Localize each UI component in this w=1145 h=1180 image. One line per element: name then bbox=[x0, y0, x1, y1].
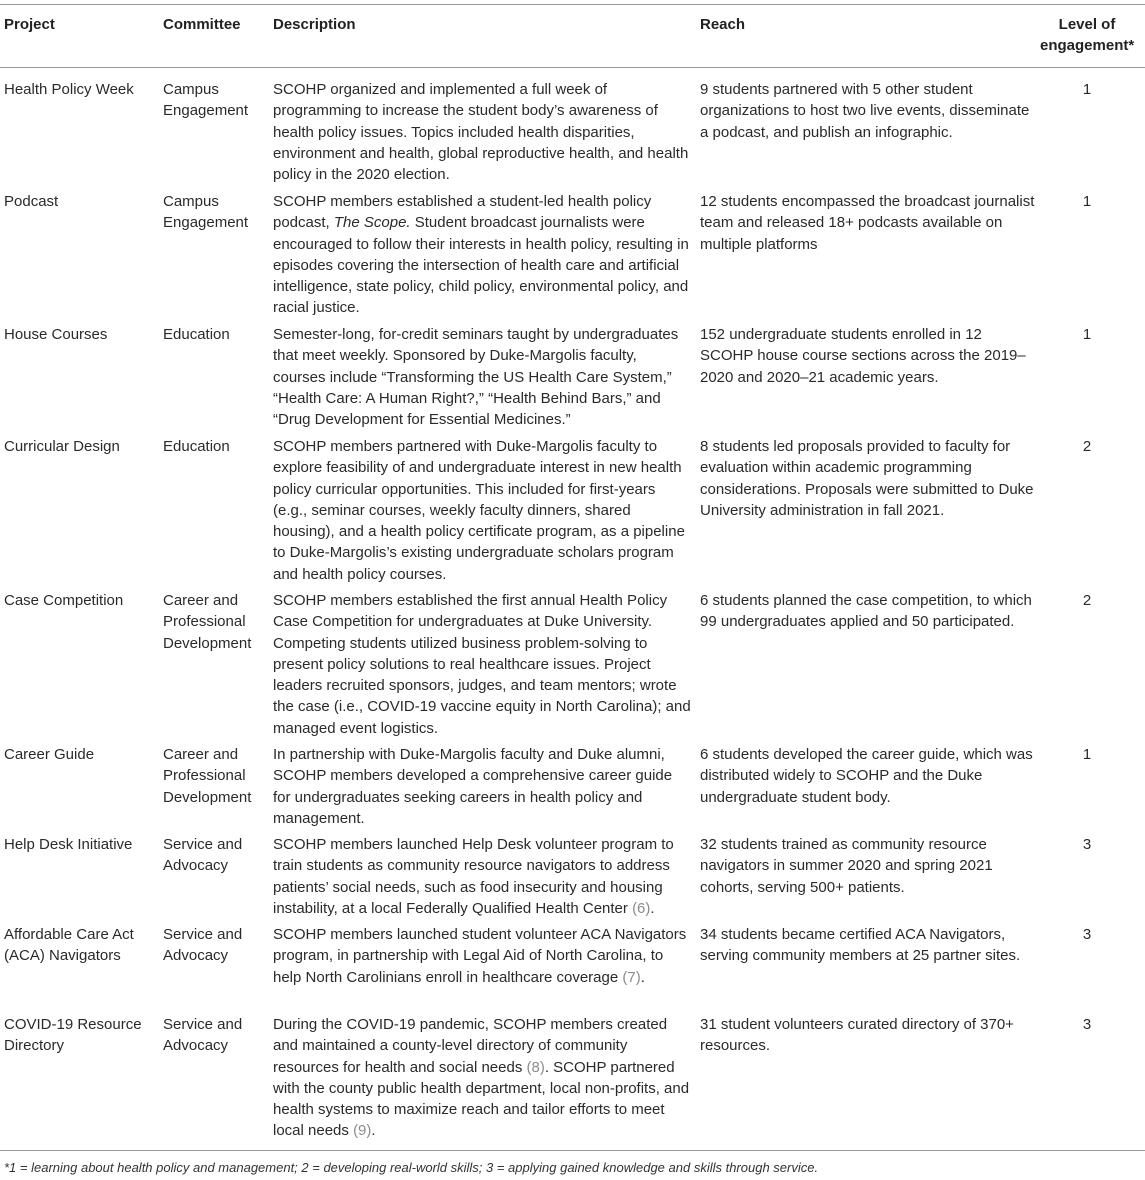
description-cell bbox=[273, 924, 691, 988]
citation-link[interactable]: (9) bbox=[353, 1122, 372, 1140]
committee-line: Engagement bbox=[163, 102, 249, 120]
level-cell: 3 bbox=[1082, 836, 1092, 853]
level-cell: 2 bbox=[1082, 592, 1092, 609]
committee-line: Service and bbox=[163, 1016, 243, 1033]
description-cell bbox=[273, 324, 691, 430]
reach-cell: 34 students became certified ACA Navigators, serving community members at 25 partner sites. bbox=[700, 926, 1021, 965]
project-cell: Health Policy Week bbox=[4, 81, 134, 98]
header-reach: Reach bbox=[700, 16, 746, 33]
project-cell: Curricular Design bbox=[4, 438, 120, 455]
committee-line: Career and bbox=[163, 746, 239, 763]
project-cell: Help Desk Initiative bbox=[4, 836, 133, 853]
header-level bbox=[1040, 14, 1134, 56]
description-text: During the COVID-19 pandemic, SCOHP members created and maintained a county-level directory of community resources for health and social needs bbox=[273, 1016, 668, 1076]
reach-cell: 6 students planned the case competition, to which 99 undergraduates applied and 50 participated. bbox=[700, 592, 1032, 631]
committee-cell bbox=[163, 191, 263, 234]
description-cell bbox=[273, 744, 691, 829]
project-cell: Affordable Care Act (ACA) Navigators bbox=[4, 926, 134, 965]
description-cell bbox=[273, 1014, 691, 1142]
description-cell bbox=[273, 590, 691, 739]
header-level-line2: engagement* bbox=[1040, 37, 1135, 54]
committee-cell bbox=[163, 924, 263, 967]
project-cell: Case Competition bbox=[4, 592, 124, 609]
citation-link[interactable]: (6) bbox=[632, 899, 651, 917]
project-cell: Podcast bbox=[4, 193, 59, 210]
reach-cell: 6 students developed the career guide, which was distributed widely to SCOHP and the Duke undergraduate student body. bbox=[700, 746, 1033, 806]
committee-cell bbox=[163, 324, 263, 345]
header-project: Project bbox=[4, 16, 55, 33]
description-text: Student broadcast journalists were encouraged to follow their interests in health policy, resulting in episodes covering the intersection of health care and artificial intelligence, state policy, child policy, environmental policy, and racial justice. bbox=[273, 214, 689, 317]
level-cell: 3 bbox=[1082, 926, 1092, 943]
committee-line: Development bbox=[163, 788, 252, 806]
description-cell bbox=[273, 834, 691, 919]
reach-cell: 8 students led proposals provided to faculty for evaluation within academic programming considerations. Proposals were submitted to Duke University administration in fall 2021. bbox=[700, 438, 1034, 519]
committee-line: Campus bbox=[163, 193, 219, 210]
table-top-rule bbox=[0, 4, 1145, 5]
header-description: Description bbox=[273, 16, 356, 33]
committee-line: Professional bbox=[163, 613, 246, 631]
committee-line: Career and bbox=[163, 592, 239, 609]
citation-link[interactable]: (7) bbox=[622, 968, 641, 986]
committee-line: Education bbox=[163, 438, 230, 455]
committee-line: Education bbox=[163, 326, 230, 343]
reach-cell: 12 students encompassed the broadcast journalist team and released 18+ podcasts available on multiple platforms bbox=[700, 193, 1035, 253]
header-committee: Committee bbox=[163, 16, 241, 33]
citation-link[interactable]: (8) bbox=[526, 1058, 545, 1076]
committee-line: Development bbox=[163, 634, 252, 652]
reach-cell: 152 undergraduate students enrolled in 12 SCOHP house course sections across the 2019–2020 and 2020–21 academic years. bbox=[700, 326, 1026, 386]
level-cell: 3 bbox=[1082, 1016, 1092, 1033]
committee-cell bbox=[163, 79, 263, 122]
description-text: . bbox=[371, 1122, 376, 1140]
committee-line: Advocacy bbox=[163, 857, 229, 875]
committee-line: Service and bbox=[163, 836, 243, 853]
level-cell: 1 bbox=[1082, 81, 1092, 98]
description-text: SCOHP members established a student-led health policy podcast, bbox=[273, 193, 652, 232]
project-cell: House Courses bbox=[4, 326, 108, 343]
committee-line: Advocacy bbox=[163, 1037, 229, 1055]
committee-line: Service and bbox=[163, 926, 243, 943]
description-text: SCOHP members established the first annual Health Policy Case Competition for undergraduates at Duke University. Competing students utilized business problem-solving to present policy solutions to real healthcare issues. Project leaders recruited sponsors, judges, and team mentors; wrote the case (i.e., COVID-19 vaccine equity in North Carolina); and managed event logistics. bbox=[273, 592, 691, 737]
committee-cell bbox=[163, 436, 263, 457]
table-footnote: *1 = learning about health policy and management; 2 = developing real-world skills; 3 = applying gained knowledge and skills through service. bbox=[4, 1160, 819, 1175]
table-bottom-rule bbox=[0, 1150, 1145, 1151]
description-text: SCOHP members launched Help Desk volunteer program to train students as community resource navigators to address patients’ social needs, such as food insecurity and housing instability, at a local Federally Qualified Health Center bbox=[273, 836, 674, 917]
reach-cell: 31 student volunteers curated directory of 370+ resources. bbox=[700, 1016, 1014, 1055]
committee-line: Professional bbox=[163, 767, 246, 785]
description-text: . bbox=[640, 968, 645, 986]
committee-cell bbox=[163, 590, 263, 654]
committee-cell bbox=[163, 744, 263, 808]
reach-cell: 9 students partnered with 5 other student organizations to host two live events, disseminate a podcast, and publish an infographic. bbox=[700, 81, 1030, 141]
committee-line: Advocacy bbox=[163, 947, 229, 965]
reach-cell: 32 students trained as community resource navigators in summer 2020 and spring 2021 cohorts, serving 500+ patients. bbox=[700, 836, 993, 896]
level-cell: 1 bbox=[1082, 326, 1092, 343]
header-level-line1: Level of bbox=[1058, 16, 1116, 33]
description-text: . SCOHP partnered with the county public health department, local non-profits, and health systems to maximize reach and tailor efforts to meet local needs bbox=[273, 1058, 690, 1140]
header-rule bbox=[0, 67, 1145, 68]
level-cell: 1 bbox=[1082, 746, 1092, 763]
description-text: SCOHP members partnered with Duke-Margolis faculty to explore feasibility of and undergraduate interest in new health policy curricular opportunities. This included for first-years (e.g., seminar courses, weekly faculty dinners, shared housing), and a health policy certificate program, as a pipeline to Duke-Margolis’s existing undergraduate scholars program and health policy courses. bbox=[273, 438, 685, 583]
description-text: Semester-long, for-credit seminars taught by undergraduates that meet weekly. Sponsored by Duke-Margolis faculty, courses include “Transforming the US Health Care System,” “Health Care: A Human Right?,” “Health Behind Bars,” and “Drug Development for Essential Medicines.” bbox=[273, 326, 679, 429]
description-text: In partnership with Duke-Margolis faculty and Duke alumni, SCOHP members developed a comprehensive career guide for undergraduates seeking careers in health policy and management. bbox=[273, 746, 673, 827]
project-cell: Career Guide bbox=[4, 746, 95, 763]
committee-cell bbox=[163, 834, 263, 877]
committee-line: Campus bbox=[163, 81, 219, 98]
description-text: SCOHP members launched student volunteer ACA Navigators program, in partnership with Legal Aid of North Carolina, to help North Carolinians enroll in healthcare coverage bbox=[273, 926, 687, 986]
level-cell: 2 bbox=[1082, 438, 1092, 455]
podcast-title: The Scope. bbox=[333, 214, 411, 232]
description-cell bbox=[273, 436, 691, 585]
description-text: . bbox=[650, 899, 655, 917]
project-cell: COVID-19 Resource Directory bbox=[4, 1016, 142, 1055]
committee-line: Engagement bbox=[163, 214, 249, 232]
committee-cell bbox=[163, 1014, 263, 1057]
level-cell: 1 bbox=[1082, 193, 1092, 210]
description-cell bbox=[273, 191, 691, 319]
description-cell bbox=[273, 79, 691, 185]
description-text: SCOHP organized and implemented a full week of programming to increase the student body’s awareness of health policy issues. Topics included health disparities, environment and health, global reproductive health, and health policy in the 2020 election. bbox=[273, 81, 689, 184]
